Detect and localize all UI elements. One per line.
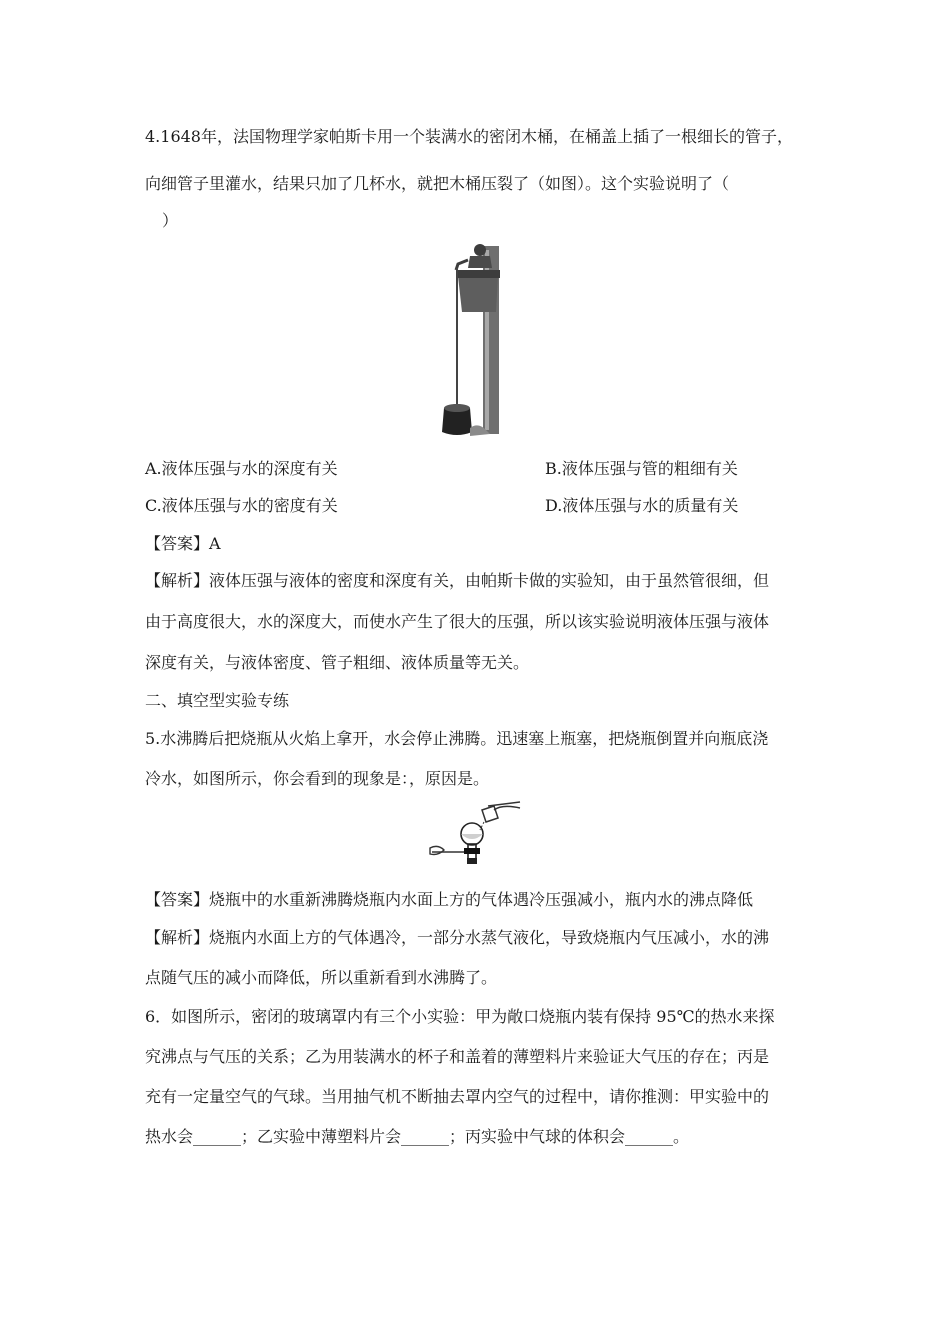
q5-analysis-1: 【解析】烧瓶内水面上方的气体遇冷，一部分水蒸气液化，导致烧瓶内气压减小，水的沸 bbox=[145, 928, 770, 947]
q6-line-2: 究沸点与气压的关系；乙为用装满水的杯子和盖着的薄塑料片来验证大气压的存在；丙是 bbox=[145, 1047, 770, 1066]
q5-analysis-2: 点随气压的减小而降低，所以重新看到水沸腾了。 bbox=[145, 968, 498, 987]
q4-analysis-2: 由于高度很大，水的深度大，而使水产生了很大的压强，所以该实验说明液体压强与液体 bbox=[145, 612, 770, 631]
q5-line-1: 5.水沸腾后把烧瓶从火焰上拿开，水会停止沸腾。迅速塞上瓶塞，把烧瓶倒置并向瓶底浇 bbox=[145, 729, 769, 748]
q4-line-3: ） bbox=[162, 211, 179, 230]
q6-line-1: 6．如图所示，密闭的玻璃罩内有三个小实验：甲为敞口烧瓶内装有保持 95℃的热水来探 bbox=[145, 1007, 775, 1026]
q4-line-2: 向细管子里灌水，结果只加了几杯水，就把木桶压裂了（如图）。这个实验说明了（ bbox=[145, 174, 730, 193]
q4-answer: 【答案】A bbox=[145, 534, 221, 553]
q4-line-1: 4.1648年，法国物理学家帕斯卡用一个装满水的密闭木桶，在桶盖上插了一根细长的管子， bbox=[145, 127, 793, 146]
q4-analysis-1: 【解析】液体压强与液体的密度和深度有关，由帕斯卡做的实验知，由于虽然管很细，但 bbox=[145, 571, 770, 590]
q4-option-a: A.液体压强与水的深度有关 bbox=[145, 459, 338, 478]
q4-analysis-3: 深度有关，与液体密度、管子粗细、液体质量等无关。 bbox=[145, 653, 530, 672]
inverted-flask-figure bbox=[428, 800, 524, 868]
q4-option-c: C.液体压强与水的密度有关 bbox=[145, 496, 338, 515]
q4-option-b: B.液体压强与管的粗细有关 bbox=[545, 459, 738, 478]
q4-option-d: D.液体压强与水的质量有关 bbox=[545, 496, 739, 515]
q6-line-4: 热水会______；乙实验中薄塑料片会______；丙实验中气球的体积会______。 bbox=[145, 1127, 690, 1146]
q5-answer: 【答案】烧瓶中的水重新沸腾烧瓶内水面上方的气体遇冷压强减小，瓶内水的沸点降低 bbox=[145, 890, 754, 909]
q6-line-3: 充有一定量空气的气球。当用抽气机不断抽去罩内空气的过程中，请你推测：甲实验中的 bbox=[145, 1087, 770, 1106]
pascal-barrel-figure bbox=[440, 242, 510, 438]
q5-line-2: 冷水，如图所示，你会看到的现象是：，原因是。 bbox=[145, 769, 490, 788]
section-heading: 二、填空型实验专练 bbox=[145, 691, 290, 710]
